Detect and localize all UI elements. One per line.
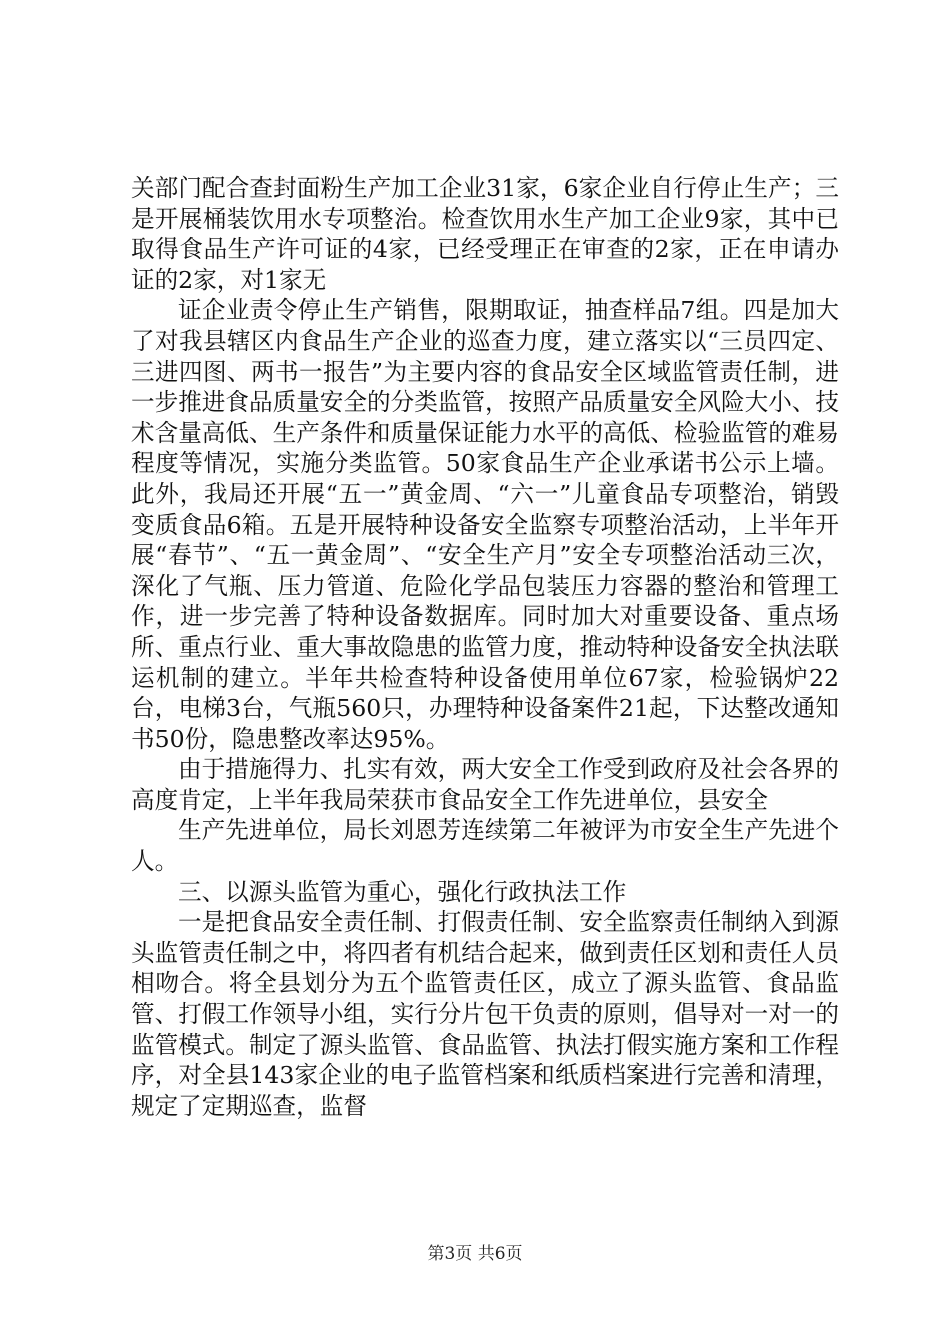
page-footer: 第3页 共6页 [427, 1244, 523, 1264]
paragraph-continued: 关部门配合查封面粉生产加工企业31家，6家企业自行停止生产；三是开展桶装饮用水专项整治。检查饮用水生产加工企业9家，其中已取得食品生产许可证的4家，已经受理正在审查的2家，正在申请办证的2家，对1家无 [131, 174, 839, 294]
paragraph-awards: 生产先进单位，局长刘恩芳连续第二年被评为市安全生产先进个人。 [131, 816, 839, 876]
paragraph-achievements: 由于措施得力、扎实有效，两大安全工作受到政府及社会各界的高度肯定，上半年我局荣获市食品安全工作先进单位，县安全 [131, 755, 839, 814]
document-body [131, 173, 839, 1121]
paragraph-source-supervision: 一是把食品安全责任制、打假责任制、安全监察责任制纳入到源头监管责任制之中，将四者有机结合起来，做到责任区划和责任人员相吻合。将全县划分为五个监管责任区，成立了源头监管、食品监管、打假工作领导小组，实行分片包干负责的原则，倡导对一对一的监管模式。制定了源头监管、食品监管、执法打假实施方案和工作程序，对全县143家企业的电子监管档案和纸质档案进行完善和清理，规定了定期巡查，监督 [131, 908, 839, 1120]
section-heading: 三、以源头监管为重心，强化行政执法工作 [178, 877, 627, 906]
paragraph-enterprise-supervision: 证企业责令停止生产销售，限期取证，抽查样品7组。四是加大了对我县辖区内食品生产企业的巡查力度，建立落实以“三员四定、三进四图、两书一报告”为主要内容的食品安全区域监管责任制，进一步推进食品质量安全的分类监管，按照产品质量安全风险大小、技术含量高低、生产条件和质量保证能力水平的高低、检验监管的难易程度等情况，实施分类监管。50家食品生产企业承诺书公示上墙。此外，我局还开展“五一”黄金周、“六一”儿童食品专项整治，销毁变质食品6箱。五是开展特种设备安全监察专项整治活动，上半年开展“春节”、“五一黄金周”、“安全生产月”安全专项整治活动三次，深化了气瓶、压力管道、危险化学品包装压力容器的整治和管理工作，进一步完善了特种设备数据库。同时加大对重要设备、重点场所、重点行业、重大事故隐患的监管力度，推动特种设备安全执法联运机制的建立。半年共检查特种设备使用单位67家，检验锅炉22台，电梯3台，气瓶560只，办理特种设备案件21起，下达整改通知书50份，隐患整改率达95%。 [131, 296, 839, 753]
